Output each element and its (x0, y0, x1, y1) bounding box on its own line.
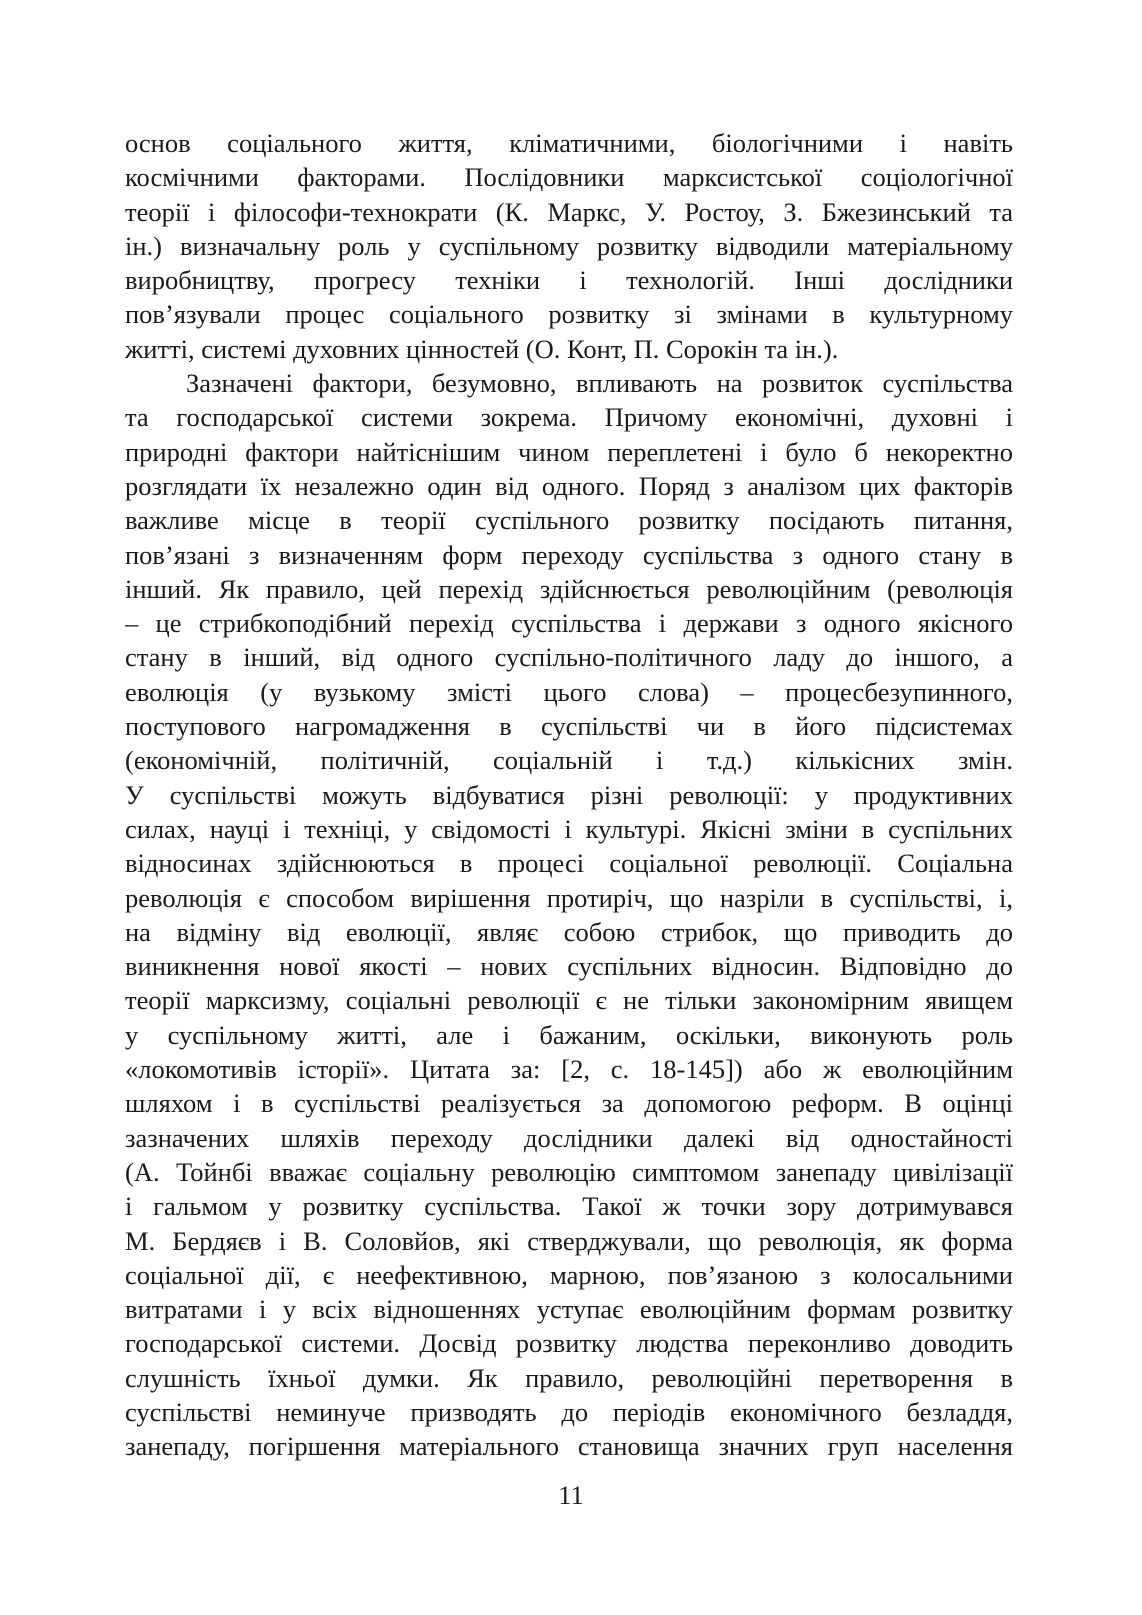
text-line: природні фактори найтіснішим чином переплетені і було б некоректно (125, 436, 1013, 467)
text-line: занепаду, погіршення матеріального становища значних груп населення (125, 1431, 1013, 1462)
text-line: стану в інший, від одного суспільно-політичного ладу до іншого, а (125, 642, 1013, 673)
text-line: пов’язані з визначенням форм переходу суспільства з одного стану в (125, 539, 1013, 570)
text-line: революція є способом вирішення протиріч, що назріли в суспільстві, і, (125, 882, 1013, 913)
text-line: та господарської системи зокрема. Причому економічні, духовні і (125, 402, 1013, 433)
text-line: «локомотивів історії». Цитата за: [2, с. 18-145]) або ж еволюційним (125, 1054, 1013, 1085)
body-text (125, 126, 1013, 1464)
text-line: розглядати їх незалежно один від одного. Поряд з аналізом цих факторів (125, 470, 1013, 501)
text-line: виробництву, прогресу техніки і технологій. Інші дослідники (125, 265, 1013, 296)
text-line: теорії марксизму, соціальні революції є не тільки закономірним явищем (125, 985, 1013, 1016)
text-line: (економічній, політичній, соціальній і т.д.) кількісних змін. (125, 745, 1013, 776)
text-line: пов’язували процес соціального розвитку зі змінами в культурному (125, 299, 1013, 330)
text-line: поступового нагромадження в суспільстві чи в його підсистемах (125, 711, 1013, 742)
text-line: виникнення нової якості – нових суспільних відносин. Відповідно до (125, 951, 1013, 982)
page-number: 11 (558, 1480, 584, 1510)
text-line: і гальмом у розвитку суспільства. Такої ж точки зору дотримувався (125, 1191, 1013, 1222)
text-line: шляхом і в суспільстві реалізується за допомогою реформ. В оцінці (125, 1088, 1013, 1119)
text-line: еволюція (у вузькому змісті цього слова) – процесбезупинного, (125, 676, 1013, 707)
text-line: відносинах здійснюються в процесі соціальної революції. Соціальна (125, 848, 1013, 879)
text-line: М. Бердяєв і В. Соловйов, які стверджували, що революція, як форма (125, 1225, 1013, 1256)
text-line: теорії і філософи-технократи (К. Маркс, У. Ростоу, З. Бжезинський та (125, 196, 1013, 227)
text-line: слушність їхньої думки. Як правило, революційні перетворення в (125, 1362, 1013, 1393)
text-line: важливе місце в теорії суспільного розвитку посідають питання, (125, 505, 1013, 536)
text-line: основ соціального життя, кліматичними, біологічними і навіть (125, 128, 1013, 158)
text-line: У суспільстві можуть відбуватися різні революції: у продуктивних (125, 779, 1013, 810)
text-line: (А. Тойнбі вважає соціальну революцію симптомом занепаду цивілізації (125, 1156, 1013, 1187)
text-line: житті, системі духовних цінностей (О. Конт, П. Сорокін та ін.). (125, 333, 839, 364)
text-line: витратами і у всіх відношеннях уступає еволюційним формам розвитку (125, 1294, 1013, 1325)
text-line: суспільстві неминуче призводять до періодів економічного безладдя, (125, 1396, 1013, 1427)
text-line: космічними факторами. Послідовники марксистської соціологічної (125, 162, 1013, 193)
text-line: – це стрибкоподібний перехід суспільства і держави з одного якісного (125, 608, 1013, 639)
text-line: на відміну від еволюції, являє собою стрибок, що приводить до (125, 916, 1013, 947)
text-line: зазначених шляхів переходу дослідники далекі від одностайності (125, 1122, 1013, 1153)
text-line: соціальної дії, є неефективною, марною, пов’язаною з колосальними (125, 1259, 1013, 1290)
text-line: силах, науці і техніці, у свідомості і культурі. Якісні зміни в суспільних (125, 813, 1013, 844)
text-line: у суспільному житті, але і бажаним, оскільки, виконують роль (125, 1019, 1013, 1050)
text-line: інший. Як правило, цей перехід здійснюється революційним (революція (125, 573, 1013, 604)
text-line: ін.) визначальну роль у суспільному розвитку відводили матеріальному (125, 230, 1013, 261)
text-line: господарської системи. Досвід розвитку людства переконливо доводить (125, 1328, 1013, 1359)
text-line: Зазначені фактори, безумовно, впливають на розвиток суспільства (186, 368, 1013, 399)
